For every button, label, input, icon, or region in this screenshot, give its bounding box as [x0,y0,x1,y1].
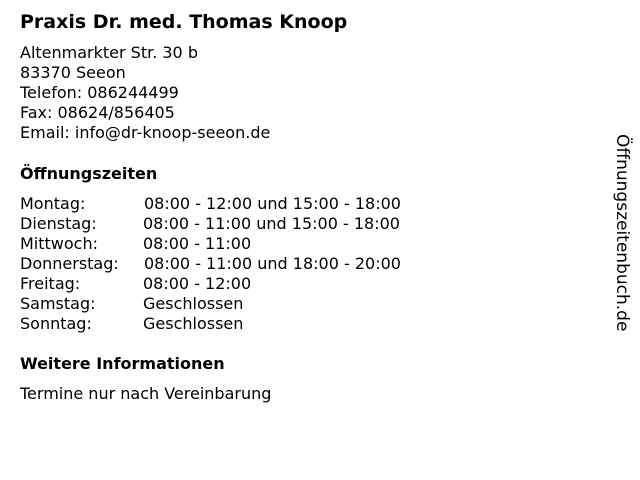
contact-block [20,43,270,143]
day-hours: 08:00 - 12:00 und 15:00 - 18:00 [144,194,401,213]
further-info-text: Termine nur nach Vereinbarung [20,384,272,403]
further-info-heading: Weitere Informationen [20,354,225,373]
day-hours: 08:00 - 11:00 und 15:00 - 18:00 [143,214,400,233]
day-hours: Geschlossen [143,314,244,333]
day-hours: Geschlossen [143,294,244,313]
day-hours: 08:00 - 11:00 und 18:00 - 20:00 [144,254,401,273]
fax-number: Fax: 08624/856405 [20,103,175,122]
day-label: Mittwoch: [20,234,98,253]
day-label: Freitag: [20,274,81,293]
day-label: Dienstag: [20,214,97,233]
brand-watermark: Öffnungszeitenbuch.de [612,134,632,332]
city-postal-code: 83370 Seeon [20,63,126,82]
email-address: Email: info@dr-knoop-seeon.de [20,123,271,142]
day-label: Montag: [20,194,86,213]
opening-hours-heading: Öffnungszeiten [20,164,158,183]
day-label: Sonntag: [20,314,92,333]
practice-name: Praxis Dr. med. Thomas Knoop [20,11,348,33]
street-address: Altenmarkter Str. 30 b [20,43,198,62]
day-label: Samstag: [20,294,96,313]
day-hours: 08:00 - 12:00 [143,274,252,293]
day-hours: 08:00 - 11:00 [143,234,252,253]
day-label: Donnerstag: [20,254,119,273]
phone-number: Telefon: 086244499 [20,83,179,102]
